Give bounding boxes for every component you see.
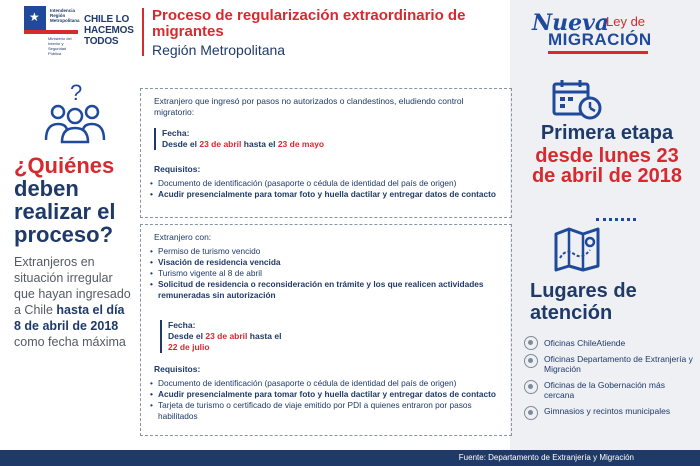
requisito-item: • Acudir presencialmente para tomar foto y huella dactilar y entregar datos de contacto bbox=[150, 189, 506, 200]
box2-requisitos-list bbox=[150, 378, 506, 422]
location-pin-icon bbox=[524, 380, 538, 394]
primera-etapa: Primera etapa bbox=[540, 122, 674, 144]
box1-requisitos-label: Requisitos: bbox=[154, 164, 201, 174]
box2-requisitos-label: Requisitos: bbox=[154, 364, 201, 374]
star-icon: ★ bbox=[29, 10, 40, 24]
case-item: • Solicitud de residencia o reconsideración en trámite y los que realicen actividades remuneradas sin autorización bbox=[150, 279, 506, 301]
case-item: • Turismo vigente al 8 de abril bbox=[150, 268, 506, 279]
ministry-name: Intendencia Región Metropolitana bbox=[50, 8, 80, 23]
government-name: Ministerio del Interior y Seguridad Pública bbox=[48, 36, 72, 56]
box1-requisitos-list bbox=[150, 178, 506, 200]
requisito-item: • Documento de identificación (pasaporte o cédula de identidad del país de origen) bbox=[150, 378, 506, 389]
chile-lo-hacemos-todos: CHILE LO HACEMOS TODOS bbox=[84, 14, 134, 47]
government-logo bbox=[24, 6, 78, 62]
location-pin-icon bbox=[524, 406, 538, 420]
case-item: • Permiso de turismo vencido bbox=[150, 246, 506, 257]
requisito-item: • Acudir presencialmente para tomar foto y huella dactilar y entregar datos de contacto bbox=[150, 389, 506, 400]
svg-text:?: ? bbox=[70, 82, 83, 105]
box1-intro: Extranjero que ingresó por pasos no autorizados o clandestinos, eludiendo control migratorio: bbox=[154, 96, 464, 117]
box2-fecha: Fecha: Desde el 23 de abril hasta el 22 de julio bbox=[160, 320, 340, 353]
people-question-icon bbox=[40, 82, 110, 146]
title-divider bbox=[142, 8, 144, 56]
box2-cases-list bbox=[150, 246, 506, 301]
quienes-heading: ¿Quiénes deben realizar el proceso? bbox=[14, 153, 116, 247]
flag-red-stripe bbox=[24, 30, 78, 34]
location-pin-icon bbox=[524, 354, 538, 368]
box1-fecha: Fecha: Desde el 23 de abril hasta el 23 de mayo bbox=[154, 128, 454, 150]
page-title: Proceso de regularización extraordinario de migrantes bbox=[152, 7, 466, 40]
footer-source: Fuente: Departamento de Extranjería y Migración bbox=[458, 453, 634, 462]
brand-underline bbox=[548, 51, 648, 54]
page-subtitle: Región Metropolitana bbox=[152, 42, 286, 58]
requisito-item: • Documento de identificación (pasaporte o cédula de identidad del país de origen) bbox=[150, 178, 506, 189]
brand-ley-de: Ley de bbox=[606, 14, 646, 29]
dotted-separator bbox=[596, 218, 636, 221]
lugares-title: Lugares de atención bbox=[530, 280, 637, 324]
requisito-item: • Tarjeta de turismo o certificado de viaje emitido por PDI a quienes entraron por pasos habilitados bbox=[150, 400, 506, 422]
brand-nueva: Nueva bbox=[532, 10, 610, 36]
box2-intro: Extranjero con: bbox=[154, 232, 212, 242]
case-item: • Visación de residencia vencida bbox=[150, 257, 506, 268]
extranjeros-description: Extranjeros en situación irregular que hayan ingresado a Chile hasta el día 8 de abril de 2018 como fecha máxima bbox=[14, 255, 131, 349]
fecha-inicio: desde lunes 23 de abril de 2018 bbox=[531, 145, 683, 187]
map-icon bbox=[552, 226, 604, 272]
brand-migracion: MIGRACIÓN bbox=[548, 30, 652, 49]
location-pin-icon bbox=[524, 336, 538, 350]
calendar-icon bbox=[552, 78, 602, 120]
